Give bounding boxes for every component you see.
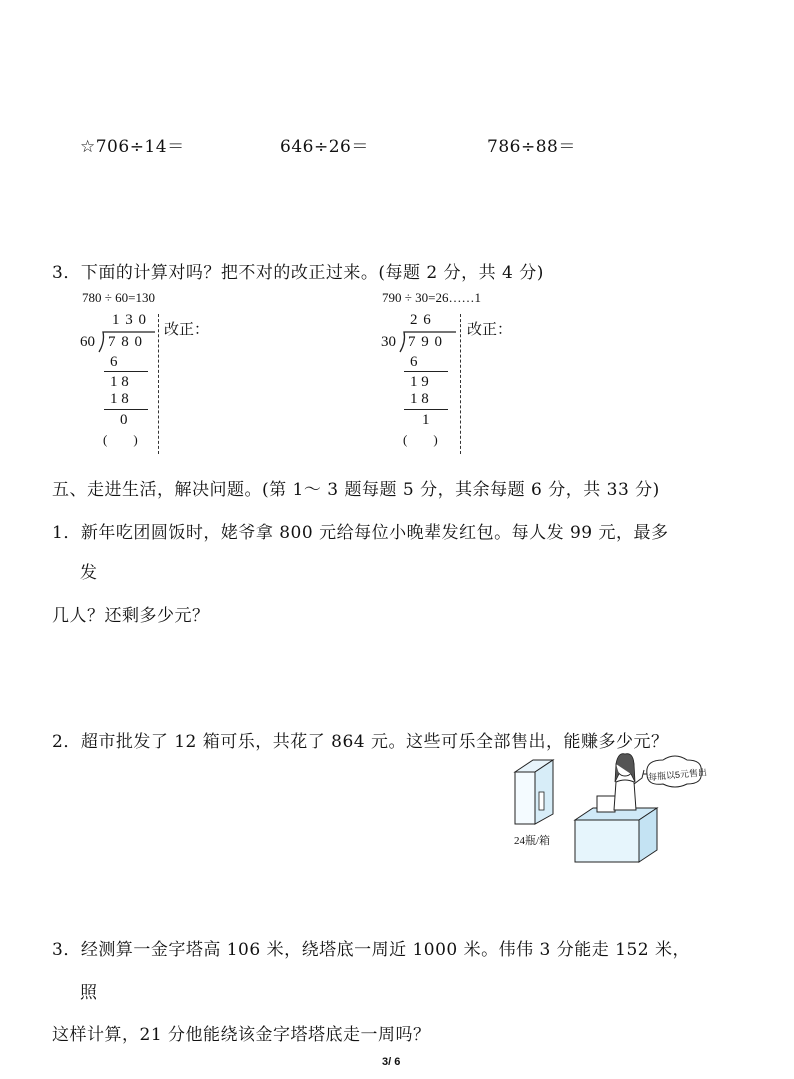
left-step-4: 0 [120,412,128,428]
right-step-2: 1 9 [410,374,429,390]
left-step-line-2 [104,409,148,410]
left-correct-label: 改正： [164,320,210,338]
left-step-line-1 [104,371,148,372]
q3-title: 3．下面的计算对吗？把不对的改正过来。(每题 2 分，共 4 分) [52,263,544,283]
right-step-1: 6 [410,354,418,370]
right-step-line-1 [404,371,448,372]
right-step-4: 1 [422,412,430,428]
left-step-1: 6 [110,354,118,370]
left-divisor: 60 [80,334,95,350]
problem3-line2: 照 [80,983,98,1003]
expression-2: 646÷26＝ [280,137,369,157]
left-step-2: 1 8 [110,374,129,390]
problem2-text: 2．超市批发了 12 箱可乐，共花了 864 元。这些可乐全部售出，能赚多少元？ [52,732,669,752]
problem1-line2: 发 [80,563,98,583]
right-divider [460,314,461,454]
problem3-line3: 这样计算，21 分他能绕该金字塔塔底走一周吗？ [52,1025,431,1045]
left-equation: 780 ÷ 60=130 [82,290,155,305]
bubble-text: 每瓶以5元售出 [647,767,708,783]
expression-3: 786÷88＝ [487,137,576,157]
expression-1: ☆706÷14＝ [80,137,185,157]
right-correct-label: 改正： [467,320,513,338]
left-quotient: 1 3 0 [112,312,147,328]
left-step-3: 1 8 [110,391,129,407]
right-quotient: 2 6 [410,312,432,328]
right-answer-paren[interactable]: ( ) [403,432,438,447]
left-dividend: 7 8 0 [108,334,143,350]
right-equation: 790 ÷ 30=26……1 [382,290,481,305]
page-number: 3/ 6 [382,1056,401,1068]
right-step-line-2 [404,409,448,410]
left-divider [158,314,159,454]
problem3-line1: 3．经测算一金字塔高 106 米，绕塔底一周近 1000 米。伟伟 3 分能走 152 米， [52,940,691,960]
section5-heading: 五、走进生活，解决问题。(第 1～ 3 题每题 5 分，其余每题 6 分，共 33 分) [52,480,660,500]
right-divisor: 30 [381,334,396,350]
right-dividend: 7 9 0 [408,334,443,350]
left-answer-paren[interactable]: ( ) [103,432,138,447]
problem1-line1: 1．新年吃团圆饭时，姥爷拿 800 元给每位小晚辈发红包。每人发 99 元，最多 [52,523,669,543]
box-label: 24瓶/箱 [514,835,551,847]
right-step-3: 1 8 [410,391,429,407]
problem1-line3: 几人？还剩多少元？ [52,606,210,626]
